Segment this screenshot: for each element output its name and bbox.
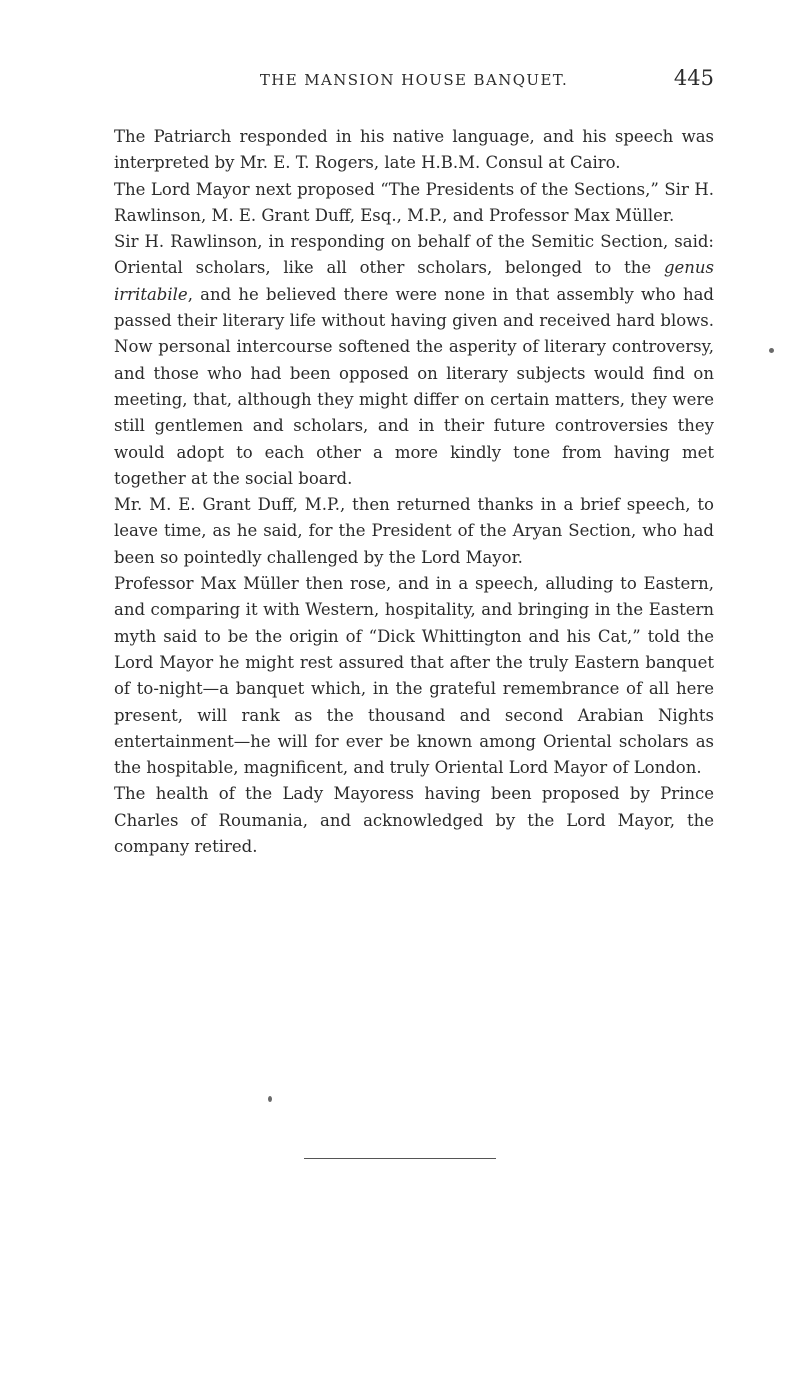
paragraph [114, 781, 714, 860]
paragraph [114, 571, 714, 781]
text-run: Mr. M. E. Grant Duff, M.P., then returned thanks in a brief speech, to leave time, as he said, for the President of the Aryan Section, who had been so pointedly challenged by the Lord Mayor. [114, 495, 714, 567]
text-run: Professor Max Müller then rose, and in a speech, alluding to Eastern, and comparing it with Western, hospitality, and bringing in the Eastern myth said to be the origin of “Dick Whittington and his Cat,” told the Lord Mayor he might rest assured that after the truly Eastern banquet of to-night—a banquet which, in the grateful remembrance of all here present, will rank as the thousand and second Arabian Nights entertainment—he will for ever be known among Oriental scholars as the hospitable, magnificent, and truly Oriental Lord Mayor of London. [114, 574, 714, 778]
running-title: THE MANSION HOUSE BANQUET. [259, 71, 569, 89]
paragraph [114, 124, 714, 177]
end-rule [304, 1158, 496, 1159]
print-speck [268, 1096, 272, 1102]
paragraph [114, 492, 714, 571]
paragraph [114, 177, 714, 230]
running-head [114, 66, 714, 94]
paragraph [114, 229, 714, 492]
italic-text: genus irritabile [114, 258, 714, 304]
print-speck [769, 348, 774, 353]
text-run: The Lord Mayor next proposed “The Presidents of the Sections,” Sir H. Rawlinson, M. E. Grant Duff, Esq., M.P., and Professor Max Müller. [114, 179, 714, 225]
text-run: The Patriarch responded in his native language, and his speech was interpreted by Mr. E. T. Rogers, late H.B.M. Consul at Cairo. [114, 127, 714, 173]
text-run: , and he believed there were none in that assembly who had passed their literary life without having given and received hard blows. Now personal intercourse softened the asperity of literary controversy, and those who had been opposed on literary subjects would find on meeting, that, although they might differ on certain matters, they were still gentlemen and scholars, and in their future controversies they would adopt to each other a more kindly tone from having met together at the social board. [114, 284, 714, 488]
body-text [114, 124, 714, 860]
text-run: Sir H. Rawlinson, in responding on behalf of the Semitic Section, said: Oriental scholars, like all other scholars, belonged to the [114, 232, 714, 278]
page-number: 445 [673, 66, 714, 90]
text-run: The health of the Lady Mayoress having been proposed by Prince Charles of Roumania, and acknowledged by the Lord Mayor, the company retired. [114, 784, 714, 857]
